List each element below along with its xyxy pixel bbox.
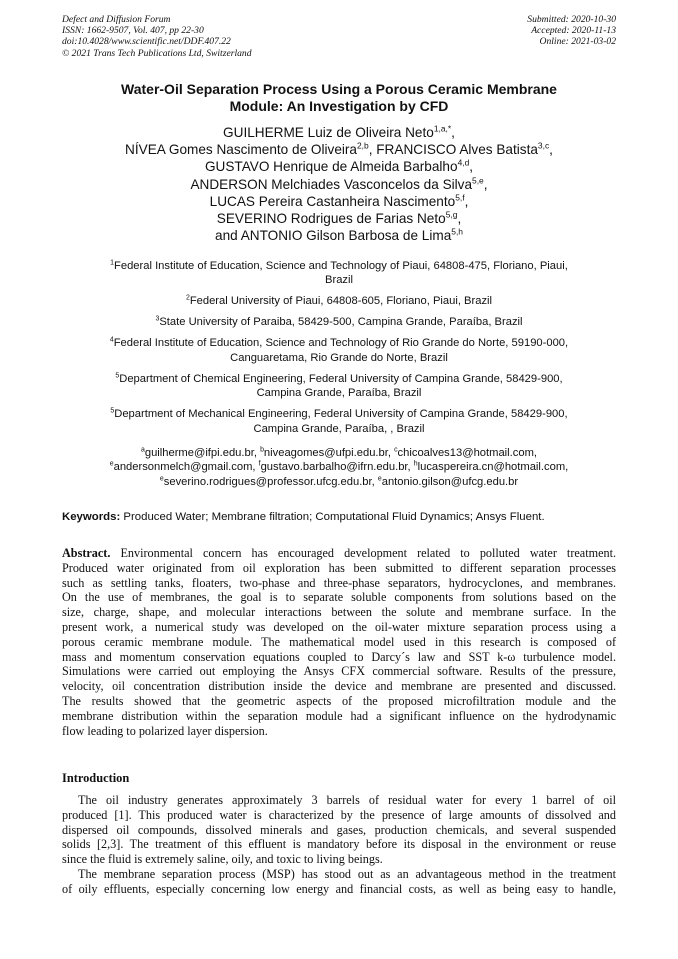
author-line: GUSTAVO Henrique de Almeida Barbalho$^{4,d}$, [204, 157, 474, 175]
keywords-text: Produced Water; Membrane filtration; Computational Fluid Dynamics; Ansys Fluent. [120, 511, 545, 523]
email-link[interactable]: antonio.gilson@ufcg.edu.br [381, 475, 519, 488]
affiliation: $^1$Federal Institute of Education, Science and Technology of Piaui, 64808-475, Floriano, Piaui, Brazil [110, 259, 568, 287]
email-line: $^e$severino.rodrigues@professor.ufcg.edu.br, $^e$antonio.gilson@ufcg.edu.br [159, 475, 519, 488]
email-link[interactable]: lucaspereira.cn@hotmail.com, [417, 461, 569, 474]
journal-header [62, 14, 252, 59]
introduction-body [62, 793, 616, 897]
body-line: produced [1]. This produced water is characterized by the presence of large amounts of dissolved and [62, 807, 616, 822]
title-line: Module: An Investigation by CFD [229, 98, 449, 114]
copyright-notice: © 2021 Trans Tech Publications Ltd, Switzerland [62, 47, 252, 59]
email-link[interactable]: severino.rodrigues@professor.ufcg.edu.br, [163, 475, 378, 488]
paper-title [62, 81, 616, 115]
affiliation: $^5$Department of Chemical Engineering, Federal University of Campina Grande, 58429-900, Campina Grande, Paraíba, Brazil [115, 372, 563, 400]
author-list [62, 124, 616, 244]
journal-issn: ISSN: 1662-9507, Vol. 407, pp 22-30 [62, 25, 204, 37]
abstract-line: Abstract. Environmental concern has encouraged development related to polluted water treatment. [62, 546, 616, 560]
abstract-line: present work, a numerical study was developed on the oil-water mixture separation process using a [62, 619, 616, 634]
online-date: Online: 2021-03-02 [539, 36, 616, 48]
affiliation: $^5$Department of Mechanical Engineering, Federal University of Campina Grande, 58429-900, Campina Grande, Paraíba, , Brazil [110, 407, 568, 435]
doi-link[interactable]: doi:10.4028/www.scientific.net/DDF.407.22 [62, 36, 231, 48]
journal-name: Defect and Diffusion Forum [62, 14, 171, 25]
email-link[interactable]: andersonmelch@gmail.com, [113, 461, 259, 474]
abstract-line: such as settling tanks, floaters, two-phase and three-phase separators, hydrocyclones, and membranes. [62, 575, 616, 590]
email-link[interactable]: niveagomes@ufpi.edu.br, [263, 447, 395, 459]
author-line: SEVERINO Rodrigues de Farias Neto$^{5,g}$, [216, 209, 462, 227]
email-line: $^e$andersonmelch@gmail.com, $^f$gustavo.barbalho@ifrn.edu.br, $^h$lucaspereira.cn@hotmail.com, [109, 460, 569, 474]
keywords [62, 510, 616, 524]
body-line: The membrane separation process (MSP) has stood out as an advantageous method in the treatment [78, 866, 616, 881]
abstract-line: membrane distribution within the separation module had a significant influence on the hydrodynamic [62, 708, 616, 723]
section-heading: Introduction [62, 771, 130, 785]
title-line: Water-Oil Separation Process Using a Porous Ceramic Membrane [121, 81, 557, 97]
submitted-date: Submitted: 2020-10-30 [527, 14, 616, 25]
author-line: GUILHERME Luiz de Oliveira Neto$^{1,a,*}$, [223, 123, 455, 140]
author-line: NÍVEA Gomes Nascimento de Oliveira$^{2,b}$, FRANCISCO Alves Batista$^{3,c}$, [125, 140, 553, 158]
author-line: LUCAS Pereira Castanheira Nascimento$^{5,f}$, [209, 192, 469, 209]
abstract-line: The results showed that the geometric aspects of the proposed microfiltration module and the [62, 693, 616, 708]
affiliation: $^4$Federal Institute of Education, Science and Technology of Rio Grande do Norte, 59190-000, Canguaretama, Rio Grande do Norte, Brazil [109, 336, 569, 364]
body-line: dispersed oil compounds, dissolved minerals and gases, production chemicals, and several suspended [62, 822, 616, 837]
body-line: solids [2,3]. The treatment of this effluent is mandatory before its disposal in the environment or reuse [62, 837, 616, 852]
abstract-line: flow leading to polarized layer dispersion. [62, 723, 268, 738]
email-line: $^a$guilherme@ifpi.edu.br, $^b$niveagomes@ufpi.edu.br, $^c$chicoalves13@hotmail.com, [140, 446, 537, 459]
abstract-line: porous ceramic membrane module. The mathematical model used in this research is composed of [62, 634, 616, 649]
dates-header [527, 14, 616, 48]
abstract-line: Produced water originated from oil exploration has been submitted to different separation processes [62, 560, 616, 575]
abstract-line: velocity, oil concentration distribution inside the device and membrane are presented and discussed. [62, 679, 616, 694]
keywords-label: Keywords: [62, 511, 121, 523]
abstract-label: Abstract. [62, 546, 111, 560]
abstract-line: Simulations were carried out employing the Ansys CFX commercial software. Results of the pressure, [62, 664, 616, 679]
author-line: ANDERSON Melchiades Vasconcelos da Silva$^{5,e}$, [190, 175, 488, 192]
email-link[interactable]: gustavo.barbalho@ifrn.edu.br, [260, 461, 414, 474]
body-line: of oily effluents, especially concerning low energy and financial costs, as well as being easy to handle, [62, 881, 616, 896]
email-list [62, 446, 616, 489]
abstract-line: On the use of membranes, the goal is to separate soluble components from solutions based on the [62, 590, 616, 605]
email-link[interactable]: chicoalves13@hotmail.com, [397, 447, 537, 459]
author-line: and ANTONIO Gilson Barbosa de Lima$^{5,h}$ [215, 226, 463, 244]
body-line: The oil industry generates approximately 3 barrels of residual water for every 1 barrel of oil [78, 793, 616, 807]
abstract-line: mass and momentum conservation equations coupled to Darcy´s law and SST k-ω turbulence model. [62, 649, 616, 664]
abstract [62, 546, 616, 738]
email-link[interactable]: guilherme@ifpi.edu.br, [144, 447, 261, 459]
accepted-date: Accepted: 2020-11-13 [531, 25, 616, 37]
affiliation-list [62, 259, 616, 443]
body-line: since the fluid is extremely saline, oily, and toxic to living beings. [62, 852, 383, 867]
affiliation: $^3$State University of Paraiba, 58429-500, Campina Grande, Paraíba, Brazil [155, 315, 523, 329]
affiliation: $^2$Federal University of Piaui, 64808-605, Floriano, Piaui, Brazil [185, 294, 493, 308]
abstract-line: size, charge, shape, and molecular interactions between the solute and membrane surface. In the [62, 605, 616, 620]
